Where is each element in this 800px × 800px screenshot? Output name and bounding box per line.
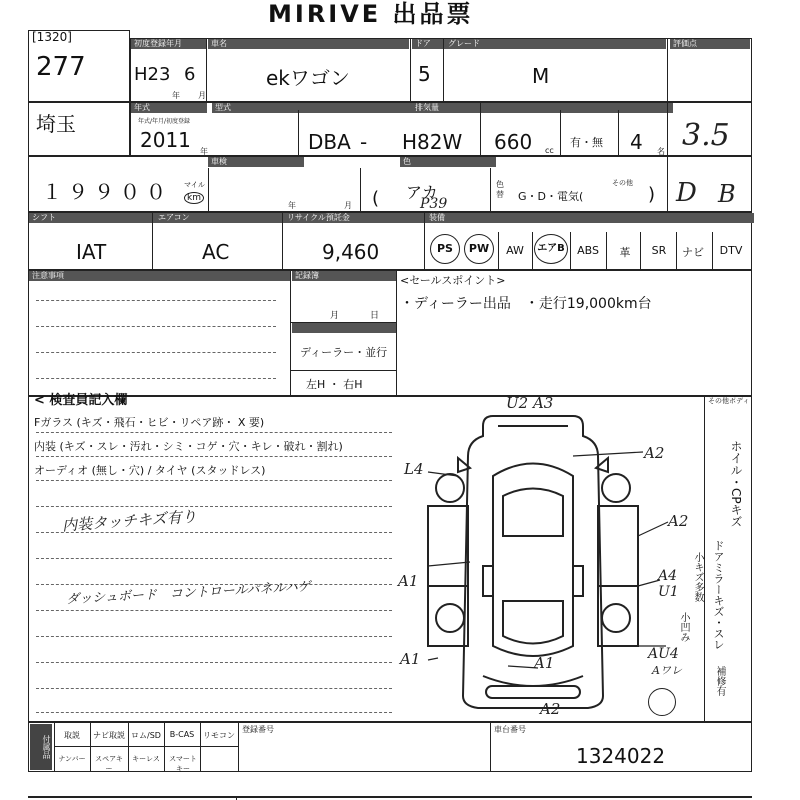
hand-note-2: ダッシュボード コントロールパネルハゲ	[65, 579, 312, 608]
equip-aw: AW	[506, 244, 524, 257]
mark-left-door: A1	[398, 572, 419, 590]
option-spare-key: スペアキー	[95, 755, 123, 773]
header-record-book: 記録簿	[292, 271, 396, 281]
recycle-fee: 9,460	[322, 240, 380, 264]
mark-right-rear: AU4	[648, 646, 679, 662]
marker-circle	[648, 688, 676, 716]
month-value: 6	[184, 64, 196, 85]
option-manual: 取説	[64, 731, 80, 740]
ownership: 有・無	[570, 136, 603, 149]
color-paren: (	[372, 188, 380, 209]
side-note-4: 小凹み	[678, 612, 689, 642]
option-plate: ナンバー	[58, 755, 86, 763]
model-year: 2011	[140, 128, 191, 152]
option-rom-sd: ロム/SD	[131, 731, 161, 740]
color: アカ	[406, 183, 438, 202]
exterior-score: B	[718, 180, 736, 208]
fuel-close: )	[648, 184, 656, 205]
header-color: 色	[400, 157, 496, 167]
mark-rear-bumper: A2	[540, 700, 561, 718]
equip-leather: 革	[619, 246, 631, 259]
mark-right-rear-door: A4 U1	[658, 568, 679, 600]
header-shaken: 車検	[208, 157, 304, 167]
mileage: １９９００	[42, 180, 172, 204]
equip-pw: PW	[464, 234, 494, 264]
option-remote: リモコン	[203, 731, 235, 740]
displacement-unit: cc	[545, 146, 554, 155]
dealer-header	[292, 323, 396, 333]
chassis-number: 1324022	[576, 744, 666, 768]
year-unit: 年	[172, 91, 180, 100]
form-title: MIRIVE 出品票	[268, 0, 474, 28]
doors: 5	[418, 62, 431, 86]
side-notes-label: その他ボディ	[708, 397, 750, 405]
mark-front: U2 A3	[506, 394, 554, 412]
header-car-name: 車名	[208, 39, 409, 49]
year-label: H23	[134, 64, 171, 85]
side-note-2: ドアミラーキズ・スレ	[712, 540, 725, 650]
transmission: IAT	[76, 240, 107, 264]
lot-code: [1320]	[32, 30, 72, 44]
header-model: 型式	[212, 103, 413, 113]
month-unit: 月	[198, 91, 206, 100]
aircon: AC	[202, 240, 230, 264]
equip-sr: SR	[651, 244, 667, 257]
lot-number: 277	[36, 52, 86, 82]
inspection-line-2: 内装 (キズ・スレ・汚れ・シミ・コゲ・穴・キレ・破れ・割れ)	[34, 440, 343, 453]
car-name: ekワゴン	[266, 66, 350, 90]
grade-score: 3.5	[682, 118, 730, 153]
dealer-row: ディーラー・並行	[300, 346, 388, 359]
option-navi-manual: ナビ取説	[93, 731, 125, 740]
inspection-line-1: Fガラス (キズ・飛石・ヒビ・リペア跡・ X 要)	[34, 416, 265, 429]
header-aircon: エアコン	[155, 213, 286, 223]
inspection-line-3: オーディオ (無し・穴) / タイヤ (スタッドレス)	[34, 464, 266, 477]
mileage-unit-km: km	[184, 192, 204, 204]
seats-unit: 名	[657, 147, 665, 156]
equip-ps: PS	[430, 234, 460, 264]
bottom-side-label: 付属品	[30, 724, 52, 770]
model-year-note: 年式/年月/初度登録	[138, 118, 191, 125]
interior-score: D	[676, 178, 697, 208]
option-bcas: B-CAS	[169, 730, 195, 739]
model-code: H82W	[402, 130, 463, 154]
header-score: 評価点	[670, 39, 750, 49]
header-displacement: 排気量	[412, 103, 673, 113]
header-model-year: 年式	[131, 103, 207, 113]
header-registered: 登録番号	[242, 725, 274, 734]
header-recycle: リサイクル預託金	[284, 213, 430, 223]
side-note-1: ホイル・CPキズ	[729, 440, 743, 528]
mark-extra: Aワレ	[652, 664, 682, 677]
equip-abs: ABS	[577, 244, 599, 257]
option-keyless: キーレス	[132, 755, 160, 763]
header-chassis: 車台番号	[494, 725, 526, 734]
grade: M	[532, 64, 550, 88]
header-entry-date: 初度登録年月	[131, 39, 207, 49]
model-prefix: DBA	[308, 130, 351, 154]
option-smart-key: スマートキー	[169, 755, 197, 773]
seats: 4	[630, 130, 643, 154]
header-doors: ドア	[412, 39, 448, 49]
mark-right-door: A2	[668, 512, 689, 530]
shaken-month-unit: 月	[344, 201, 352, 210]
header-inspection: < 検査員記入欄	[34, 393, 128, 408]
color-label: 色替	[496, 180, 504, 199]
color-code: P39	[420, 196, 448, 212]
fuel-other: その他	[612, 179, 633, 187]
model-dash: -	[360, 130, 368, 154]
header-notes: 注意事項	[29, 271, 291, 281]
header-equipment: 装備	[426, 213, 754, 223]
side-note-5: 補修有	[714, 666, 725, 696]
sales-points-label: <セールスポイント>	[400, 274, 506, 287]
mark-left-front: L4	[404, 460, 424, 478]
header-grade: グレード	[445, 39, 666, 49]
model-year-unit: 年	[200, 147, 208, 156]
mileage-unit-mile: マイル	[184, 181, 205, 189]
handle-row: 左H ・ 右H	[306, 378, 363, 391]
equip-navi: ナビ	[682, 246, 704, 259]
mark-left-rear: A1	[400, 650, 421, 668]
record-day: 日	[370, 311, 380, 321]
hand-note-1: 内装タッチキズ有り	[61, 507, 198, 535]
fuel: G・D・電気(	[518, 190, 584, 203]
displacement: 660	[494, 130, 533, 154]
header-transmission: シフト	[29, 213, 155, 223]
sales-points: ・ディーラー出品 ・走行19,000km台	[400, 296, 652, 312]
shaken-year-unit: 年	[288, 201, 296, 210]
record-month: 月	[330, 311, 340, 321]
side-note-3: 小キズ多数	[692, 552, 703, 602]
mark-right-front: A2	[644, 444, 665, 462]
equip-dtv: DTV	[719, 244, 743, 257]
mark-rear: A1	[534, 654, 555, 672]
equip-airbag: エアB	[534, 234, 568, 264]
prefecture: 埼玉	[36, 112, 76, 136]
